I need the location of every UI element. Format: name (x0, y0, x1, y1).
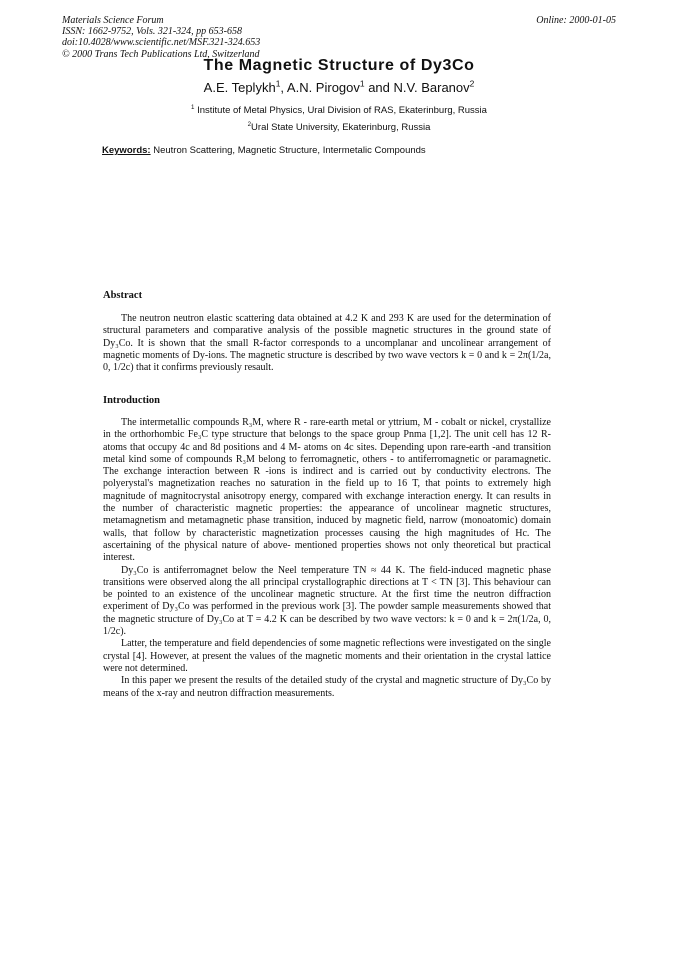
keywords-line (102, 145, 426, 156)
author-list: A.E. Teplykh$^1$, A.N. Pirogov$^1$ and N.V. Baranov$^2$ (203, 78, 475, 95)
introduction-body (103, 417, 551, 700)
author-3: N.V. Baranov$^2$ (393, 78, 475, 95)
journal-header (62, 15, 260, 60)
copyright-line: © 2000 Trans Tech Publications Ltd, Switzerland (62, 48, 260, 60)
intro-paragraph-3: Latter, the temperature and field dependencies of some magnetic reflections were investigated on the single crystal [4]. However, at present the values of the magnetic moments and their orientation in the crystal lattice were not determined. (103, 638, 551, 674)
journal-name: Materials Science Forum (62, 15, 164, 26)
intro-paragraph-1: The intermetallic compounds R₃M, where R - rare-earth metal or yttrium, M - cobalt or nickel, crystallize in the orthorhombic Fe₃C type structure that belongs to the space group Pnma [1,2]. The unit cell has 12 R- atoms that occupy 4c and 8d positions and 4 M- atoms on 4c sites. Depending upon rare-earth -and transition metal kind some of compounds R₃M belong to ferromagnetic, others - to antiferromagnetic or paramagnetic. The exchange interaction between R -ions is indirect and is carried out by conductivity electrons. The polyerystal's magnetization reaches no saturation in the field up to 16 T, that points to extremely high magnitude of magnitocrystal anisotropy energy, compared with exchange interaction energy. It can results in the number of characteristic magnetic properties: the appearance of uncolinear magnetic structures, metamagnetism and metamagnetic phase transition, induced by magnetic field, narrow (monoatomic) domain walls, that follow by characteristic magnetization processes causing the high magnitudes of Hc. The ascertaining of the physical nature of above- mentioned properties shows not only theoretical but practical interest. (103, 417, 551, 564)
intro-paragraph-4: In this paper we present the results of the detailed study of the crystal and magnetic structure of Dy₃Co by means of the x-ray and neutron diffraction measurements. (103, 675, 551, 699)
author-2: A.N. Pirogov$^1$ (286, 78, 365, 95)
issn-line: ISSN: 1662-9752, Vols. 321-324, pp 653-658 (62, 26, 242, 38)
keywords-label: Keywords: (102, 145, 151, 156)
abstract-heading: Abstract (103, 290, 143, 301)
online-date: Online: 2000-01-05 (536, 15, 616, 26)
paper-title: The Magnetic Structure of Dy3Co (203, 57, 475, 74)
intro-paragraph-2: Dy₃Co is antiferromagnet below the Neel temperature TN ≈ 44 K. The field-induced magnetic phase transitions were observed along the all principal crystallographic directions at T < TN [3]. This behaviour can be pointed to an existence of the uncolinear magnetic structure. At the first time the neutron diffraction experiment of Dy₃Co was performed in the previous work [3]. The powder sample measurements showed that the magnetic structure of Dy₃Co at T = 4.2 K can be described by two wave vectors: k = 0 and k = 2π(1/2a, 0, 1/2c). (103, 564, 551, 638)
paper-title-clipped (0, 56, 678, 74)
introduction-heading: Introduction (103, 395, 160, 406)
affiliation-1: $^1$ Institute of Metal Physics, Ural Division of RAS, Ekaterinburg, Russia (191, 103, 487, 116)
affiliation-2: $^2$Ural State University, Ekaterinburg, Russia (247, 120, 431, 133)
author-1: A.E. Teplykh$^1$ (203, 78, 281, 95)
abstract-body (103, 313, 551, 374)
keywords-text: Neutron Scattering, Magnetic Structure, Intermetalic Compounds (153, 145, 426, 156)
doi-line: doi:10.4028/www.scientific.net/MSF.321-324.653 (62, 37, 261, 49)
abstract-text: The neutron neutron elastic scattering data obtained at 4.2 K and 293 K are used for the determination of structural parameters and comparative analysis of the possible magnetic structures in the ground state of Dy₃Co. It is shown that the small R-factor corresponds to a uncomplanar and uncolinear arrangement of magnetic moments of Dy-ions. The magnetic structure is described by two wave vectors k = 0 and k = 2π(1/2a, 0, 1/2c) that it confirms previously resault. (103, 313, 551, 374)
